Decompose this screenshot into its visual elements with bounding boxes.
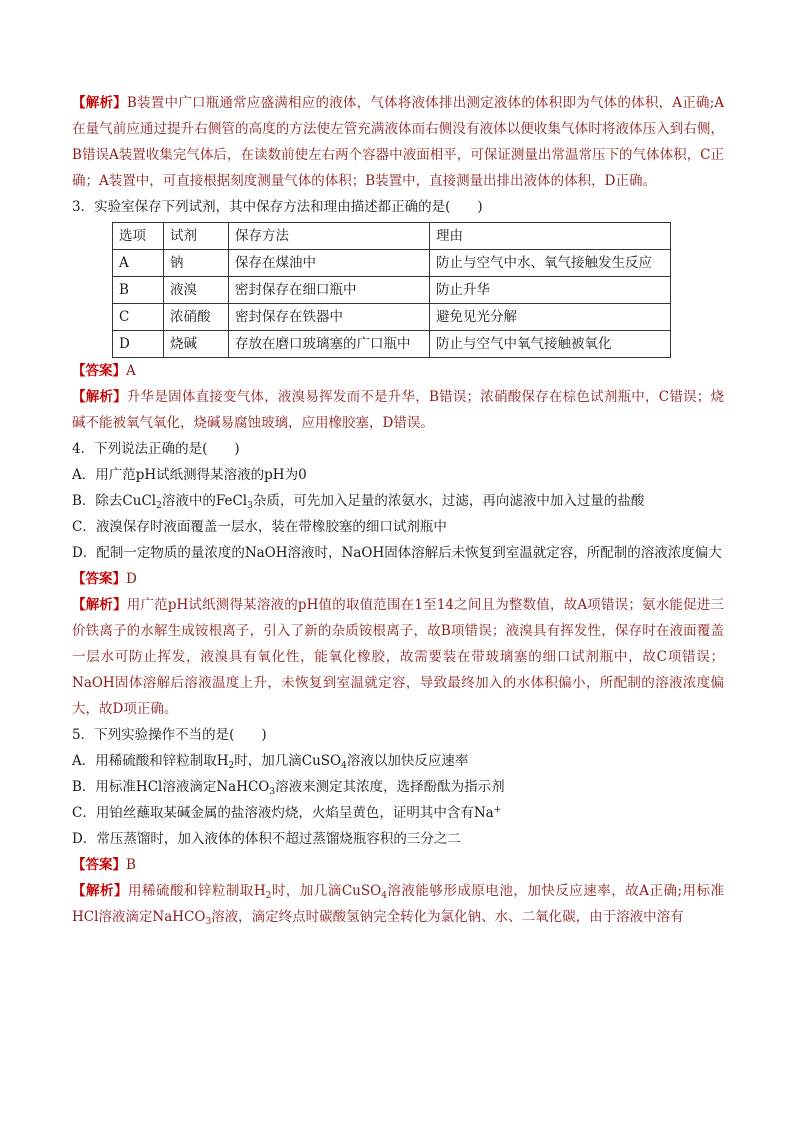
table-cell: 防止与空气中氧气接触被氧化 xyxy=(430,331,671,358)
table-cell: 存放在磨口玻璃塞的广口瓶中 xyxy=(229,331,430,358)
question-4-answer xyxy=(72,566,724,592)
table-cell: 液溴 xyxy=(164,277,229,304)
answer-value: D xyxy=(126,571,137,587)
table-cell: A xyxy=(113,250,164,277)
table-row xyxy=(113,277,671,304)
table-cell: 防止与空气中水、氧气接触发生反应 xyxy=(430,250,671,277)
table-header-cell: 试剂 xyxy=(164,223,229,250)
question-5-answer xyxy=(72,852,724,878)
table-header-cell: 保存方法 xyxy=(229,223,430,250)
table-cell: 钠 xyxy=(164,250,229,277)
question-4-stem: 4．下列说法正确的是( ) xyxy=(72,441,240,457)
answer-tag: 【答案】 xyxy=(72,857,126,873)
table-header-row xyxy=(113,223,671,250)
table-cell: D xyxy=(113,331,164,358)
table-cell: B xyxy=(113,277,164,304)
table-cell: 避免见光分解 xyxy=(430,304,671,331)
question-5-analysis xyxy=(72,878,724,930)
question-5-option-a: A．用稀硫酸和锌粒制取$H_2$时，加几滴CuSO$_4$溶液以加快反应速率 xyxy=(72,753,469,771)
table-header-cell: 理由 xyxy=(430,223,671,250)
question-3-analysis xyxy=(72,384,724,436)
question-4-analysis xyxy=(72,592,724,722)
table-cell: 防止升华 xyxy=(430,277,671,304)
table-cell: 密封保存在细口瓶中 xyxy=(229,277,430,304)
question-5-option-d: D．常压蒸馏时，加入液体的体积不超过蒸馏烧瓶容积的三分之二 xyxy=(72,831,461,847)
analysis-tag: 【解析】 xyxy=(72,597,127,613)
answer-tag: 【答案】 xyxy=(72,571,126,587)
question-5-option-b: B．用标准HCl溶液滴定NaHCO$_3$溶液来测定其浓度，选择酚酞为指示剂 xyxy=(72,779,505,797)
question-3-answer xyxy=(72,358,724,384)
analysis-tag: 【解析】 xyxy=(72,389,127,405)
question-5-option-c: C．用铂丝蘸取某碱金属的盐溶液灼烧，火焰呈黄色，证明其中含有Na+ xyxy=(72,805,502,821)
table-cell: C xyxy=(113,304,164,331)
analysis-tag: 【解析】 xyxy=(72,883,128,899)
table-row xyxy=(113,304,671,331)
table-row xyxy=(113,331,671,358)
document-page xyxy=(72,90,724,930)
table-header-cell: 选项 xyxy=(113,223,164,250)
table-row xyxy=(113,250,671,277)
table-cell: 密封保存在铁器中 xyxy=(229,304,430,331)
question-4-option-d: D．配制一定物质的量浓度的NaOH溶液时，NaOH固体溶解后未恢复到室温就定容，所配制的溶液浓度偏大 xyxy=(72,545,722,561)
question-5-stem: 5．下列实验操作不当的是( ) xyxy=(72,727,267,743)
question-4-option-b: B．除去CuCl$_2$溶液中的FeCl$_3$杂质，可先加入足量的浓氨水，过滤，再向滤液中加入过量的盐酸 xyxy=(72,493,645,511)
answer-value: A xyxy=(126,363,136,379)
analysis-text: 用广范pH试纸测得某溶液的pH值的取值范围在1至14之间且为整数值，故A项错误；氨水能促进三价铁离子的水解生成铵根离子，引入了新的杂质铵根离子，故B项错误；液溴具有挥发性，保存时在液面覆盖一层水可防止挥发，液溴具有氧化性，能氧化橡胶，故需要装在带玻璃塞的细口试剂瓶中，故C项错误；NaOH固体溶解后溶液温度上升，未恢复到室温就定容，导致最终加入的水体积偏小，所配制的溶液浓度偏大，故D项正确。 xyxy=(72,597,724,717)
table-cell: 保存在煤油中 xyxy=(229,250,430,277)
question-4-option-a: A．用广范pH试纸测得某溶液的pH为0 xyxy=(72,467,307,483)
table-cell: 浓硝酸 xyxy=(164,304,229,331)
analysis-tag: 【解析】 xyxy=(72,95,127,111)
question-4-option-c: C．液溴保存时液面覆盖一层水，装在带橡胶塞的细口试剂瓶中 xyxy=(72,519,447,535)
answer-value: B xyxy=(126,857,136,873)
analysis-text: 用稀硫酸和锌粒制取$H_2$时，加几滴CuSO$_4$溶液能够形成原电池，加快反应速率，故A正确;用标准HCl溶液滴定NaHCO$_3$溶液，滴定终点时碳酸氢钠完全转化为氯化钠、水、二氧化碳，由于溶液中溶有 xyxy=(72,883,725,927)
question-3-table xyxy=(112,222,671,358)
analysis-text: 升华是固体直接变气体，液溴易挥发而不是升华，B错误；浓硝酸保存在棕色试剂瓶中，C错误；烧碱不能被氧气氧化，烧碱易腐蚀玻璃，应用橡胶塞，D错误。 xyxy=(72,389,725,431)
analysis-block-1 xyxy=(72,90,724,194)
analysis-text: B装置中广口瓶通常应盛满相应的液体，气体将液体排出测定液体的体积即为气体的体积，A正确;A在量气前应通过提升右侧管的高度的方法使左管充满液体而右侧没有液体以便收集气体时将液体压入到右侧，B错误A装置收集完气体后，在读数前使左右两个容器中液面相平，可保证测量出常温常压下的气体体积，C正确；A装置中，可直接根据刻度测量气体的体积；B装置中，直接测量出排出液体的体积，D正确。 xyxy=(72,95,725,189)
table-cell: 烧碱 xyxy=(164,331,229,358)
question-3-stem: 3．实验室保存下列试剂，其中保存方法和理由描述都正确的是( ) xyxy=(72,199,483,215)
answer-tag: 【答案】 xyxy=(72,363,126,379)
